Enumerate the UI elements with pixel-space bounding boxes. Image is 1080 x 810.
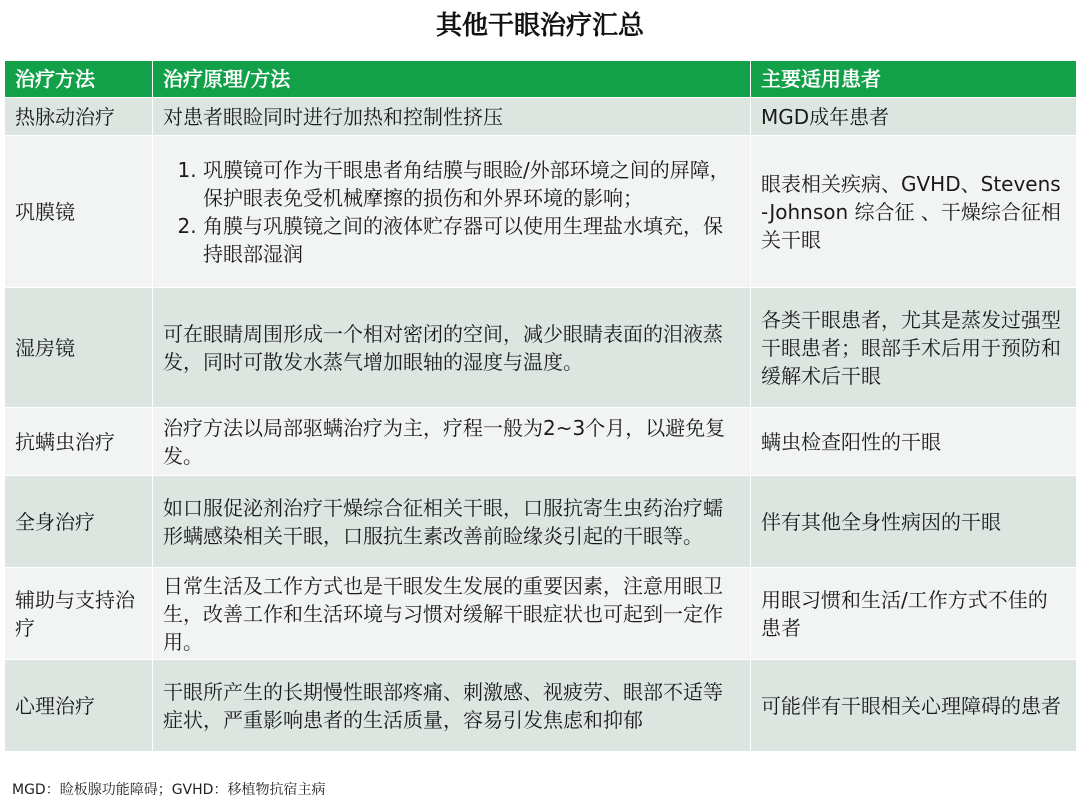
table-row: [5, 476, 1077, 568]
principle-list-item: 1. 巩膜镜可作为干眼患者角结膜与眼睑/外部环境之间的屏障，保护眼表免受机械摩擦的损伤和外界环境的影响；: [203, 156, 740, 212]
header-principle: 治疗原理/方法: [153, 61, 751, 98]
principle-cell: 如口服促泌剂治疗干燥综合征相关干眼，口服抗寄生虫药治疗蠕形螨感染相关干眼，口服抗生素改善前睑缘炎引起的干眼等。: [153, 476, 751, 568]
header-patients: 主要适用患者: [751, 61, 1077, 98]
method-cell: 巩膜镜: [5, 136, 153, 288]
patients-cell: 各类干眼患者，尤其是蒸发过强型干眼患者；眼部手术后用于预防和缓解术后干眼: [751, 288, 1077, 408]
method-cell: 辅助与支持治疗: [5, 568, 153, 660]
method-cell: 全身治疗: [5, 476, 153, 568]
table-row: [5, 136, 1077, 288]
principle-cell: 日常生活及工作方式也是干眼发生发展的重要因素，注意用眼卫生，改善工作和生活环境与习惯对缓解干眼症状也可起到一定作用。: [153, 568, 751, 660]
method-cell: 抗螨虫治疗: [5, 408, 153, 476]
method-cell: 心理治疗: [5, 660, 153, 752]
principle-cell: 可在眼睛周围形成一个相对密闭的空间，减少眼睛表面的泪液蒸发，同时可散发水蒸气增加眼轴的湿度与温度。: [153, 288, 751, 408]
principle-list-item: 2. 角膜与巩膜镜之间的液体贮存器可以使用生理盐水填充，保持眼部湿润: [203, 212, 740, 268]
table-row: [5, 98, 1077, 136]
patients-cell: 可能伴有干眼相关心理障碍的患者: [751, 660, 1077, 752]
patients-cell: 伴有其他全身性病因的干眼: [751, 476, 1077, 568]
method-cell: 湿房镜: [5, 288, 153, 408]
principle-cell: [153, 136, 751, 288]
table-row: [5, 660, 1077, 752]
table-row: [5, 568, 1077, 660]
principle-list: [163, 156, 740, 268]
method-cell: 热脉动治疗: [5, 98, 153, 136]
principle-cell: 干眼所产生的长期慢性眼部疼痛、刺激感、视疲劳、眼部不适等症状，严重影响患者的生活质量，容易引发焦虑和抑郁: [153, 660, 751, 752]
header-method: 治疗方法: [5, 61, 153, 98]
principle-cell: 对患者眼睑同时进行加热和控制性挤压: [153, 98, 751, 136]
patients-cell: 眼表相关疾病、GVHD、Stevens-Johnson 综合征 、干燥综合征相关干眼: [751, 136, 1077, 288]
table-row: [5, 408, 1077, 476]
footnote: MGD：睑板腺功能障碍；GVHD：移植物抗宿主病: [12, 782, 326, 798]
page-title: 其他干眼治疗汇总: [435, 11, 644, 41]
principle-cell: 治疗方法以局部驱螨治疗为主，疗程一般为2~3个月，以避免复发。: [153, 408, 751, 476]
treatment-summary-table: [4, 60, 1077, 752]
table-header-row: [5, 61, 1077, 98]
patients-cell: 螨虫检查阳性的干眼: [751, 408, 1077, 476]
table-row: [5, 288, 1077, 408]
patients-cell: 用眼习惯和生活/工作方式不佳的患者: [751, 568, 1077, 660]
patients-cell: MGD成年患者: [751, 98, 1077, 136]
